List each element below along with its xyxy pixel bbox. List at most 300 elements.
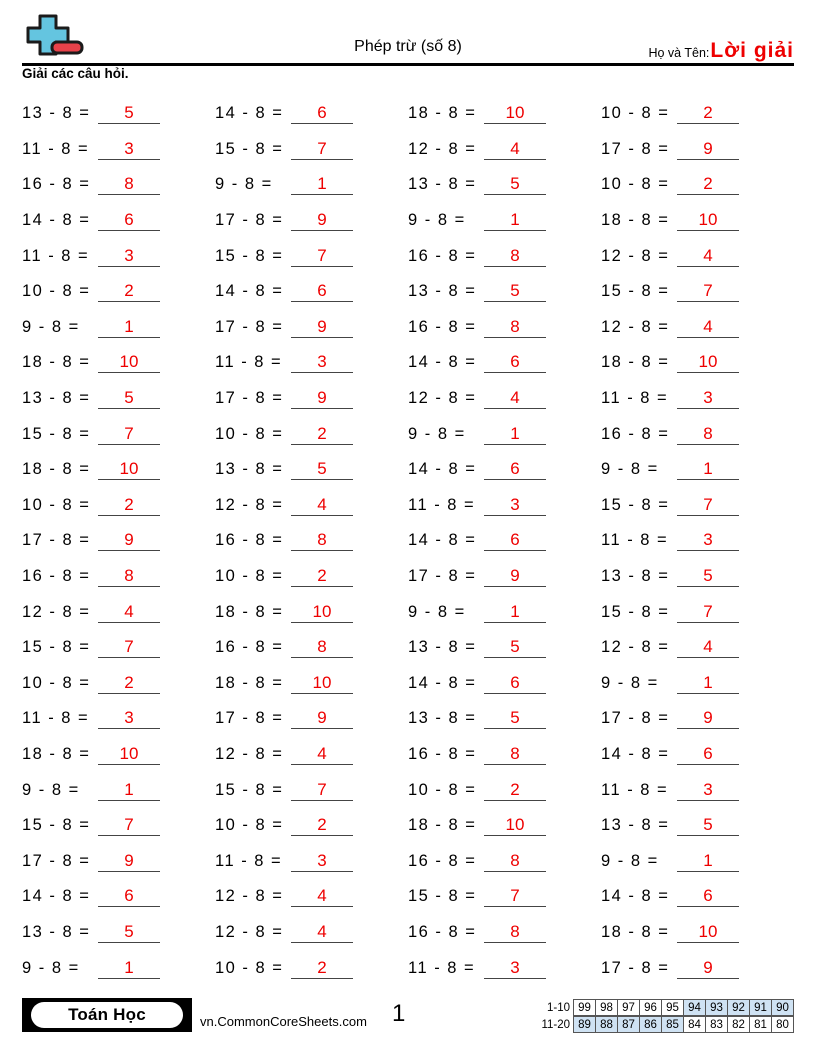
problem-row [601,915,794,951]
answer-blank[interactable]: 1 [484,210,546,231]
problem-expression: 16 - 8 = [408,851,477,870]
problem-row [215,452,408,488]
answer-blank[interactable]: 9 [677,708,739,729]
problem-row [408,203,601,239]
problem-column-3 [408,96,601,986]
answer-blank[interactable]: 10 [484,103,546,124]
answer-blank[interactable]: 3 [98,246,160,267]
problem-expression: 15 - 8 = [215,246,284,265]
score-cell: 95 [661,999,684,1016]
problem-row [22,879,215,915]
problem-expression: 13 - 8 = [408,282,477,301]
answer-blank[interactable]: 5 [484,637,546,658]
problem-row [215,950,408,986]
problem-row [601,238,794,274]
brand-badge [22,998,192,1032]
instructions-text: Giải các câu hỏi. [22,66,129,81]
problem-expression: 16 - 8 = [22,567,91,586]
problem-expression: 18 - 8 = [22,744,91,763]
problem-row [408,488,601,524]
problem-expression: 12 - 8 = [601,638,670,657]
problem-row [408,808,601,844]
score-cell: 90 [771,999,794,1016]
problem-row [22,594,215,630]
answer-blank[interactable]: 7 [98,637,160,658]
score-cell: 98 [595,999,618,1016]
problem-expression: 15 - 8 = [601,495,670,514]
answer-blank[interactable]: 8 [484,922,546,943]
problem-row [215,132,408,168]
answer-blank[interactable]: 10 [677,352,739,373]
problem-expression: 11 - 8 = [601,389,669,408]
answer-blank[interactable]: 6 [291,103,353,124]
problem-row [408,879,601,915]
answer-blank[interactable]: 1 [677,851,739,872]
answer-blank[interactable]: 6 [484,673,546,694]
answer-blank[interactable]: 4 [291,495,353,516]
problem-expression: 14 - 8 = [408,673,477,692]
answer-blank[interactable]: 6 [291,281,353,302]
answer-blank[interactable]: 1 [291,174,353,195]
problem-row [215,737,408,773]
problem-expression: 10 - 8 = [601,104,670,123]
problem-expression: 18 - 8 = [601,353,670,372]
answer-blank[interactable]: 3 [98,708,160,729]
problem-row [22,274,215,310]
problem-row [22,701,215,737]
problem-expression: 9 - 8 = [408,602,466,621]
problem-row [215,594,408,630]
student-name-block [648,40,794,62]
problem-expression: 16 - 8 = [22,175,91,194]
answer-blank[interactable]: 2 [291,815,353,836]
problem-expression: 17 - 8 = [215,211,284,230]
problem-row [215,345,408,381]
problem-row [408,96,601,132]
score-cell: 89 [573,1016,596,1033]
brand-label: Toán Học [31,1002,183,1028]
answer-blank[interactable]: 7 [291,139,353,160]
problem-row [601,630,794,666]
score-cell: 99 [573,999,596,1016]
answer-blank[interactable]: 8 [98,174,160,195]
problem-row [22,488,215,524]
problem-row [215,915,408,951]
problem-expression: 18 - 8 = [601,211,670,230]
problem-column-2 [215,96,408,986]
problem-row [22,630,215,666]
answer-blank[interactable]: 7 [484,886,546,907]
answer-blank[interactable]: 2 [98,495,160,516]
problem-row [22,381,215,417]
problem-expression: 11 - 8 = [22,246,90,265]
answer-blank[interactable]: 9 [291,388,353,409]
answer-blank[interactable]: 10 [677,210,739,231]
problem-expression: 13 - 8 = [408,709,477,728]
answer-blank[interactable]: 2 [98,673,160,694]
answer-blank[interactable]: 4 [484,388,546,409]
problem-expression: 12 - 8 = [215,922,284,941]
answer-blank[interactable]: 1 [98,780,160,801]
answer-blank[interactable]: 5 [98,922,160,943]
answer-blank[interactable]: 4 [677,317,739,338]
answer-blank[interactable]: 8 [484,246,546,267]
page-header [22,0,794,81]
problem-expression: 10 - 8 = [215,567,284,586]
problem-row [22,452,215,488]
problem-row [408,132,601,168]
problem-expression: 11 - 8 = [601,780,669,799]
problem-expression: 9 - 8 = [22,958,80,977]
problem-row [601,701,794,737]
answer-blank[interactable]: 4 [677,637,739,658]
score-cell: 83 [705,1016,728,1033]
problem-expression: 16 - 8 = [408,246,477,265]
problem-row [408,523,601,559]
answer-blank[interactable]: 6 [484,530,546,551]
page-footer [22,998,794,1040]
answer-blank[interactable]: 7 [98,424,160,445]
problem-row [408,345,601,381]
score-row-label: 1-10 [546,1002,570,1014]
problem-expression: 18 - 8 = [22,460,91,479]
score-cell: 93 [705,999,728,1016]
problem-expression: 14 - 8 = [408,531,477,550]
answer-blank[interactable]: 7 [677,495,739,516]
problem-row [22,915,215,951]
problem-expression: 11 - 8 = [215,353,283,372]
problem-expression: 12 - 8 = [408,389,477,408]
answer-blank[interactable]: 6 [677,886,739,907]
answer-blank[interactable]: 8 [98,566,160,587]
problem-expression: 17 - 8 = [601,709,670,728]
problem-row [22,737,215,773]
problem-expression: 18 - 8 = [215,602,284,621]
score-cell: 91 [749,999,772,1016]
problem-row [601,594,794,630]
problem-row [408,167,601,203]
problem-row [601,843,794,879]
score-cell: 87 [617,1016,640,1033]
answer-blank[interactable]: 10 [677,922,739,943]
page-title: Phép trừ (số 8) [354,38,462,55]
problem-row [601,381,794,417]
problem-expression: 17 - 8 = [601,139,670,158]
problem-expression: 10 - 8 = [408,780,477,799]
problem-expression: 13 - 8 = [408,175,477,194]
problem-row [601,452,794,488]
problem-row [22,772,215,808]
answer-blank[interactable]: 4 [484,139,546,160]
answer-blank[interactable]: 2 [98,281,160,302]
problem-expression: 9 - 8 = [601,851,659,870]
problem-expression: 17 - 8 = [601,958,670,977]
problem-expression: 17 - 8 = [215,709,284,728]
problem-row [215,701,408,737]
problem-expression: 11 - 8 = [408,495,476,514]
problem-column-1 [22,96,215,986]
problem-row [22,416,215,452]
answer-blank[interactable]: 7 [677,602,739,623]
problem-expression: 18 - 8 = [408,816,477,835]
problem-expression: 10 - 8 = [215,958,284,977]
answer-blank[interactable]: 3 [291,352,353,373]
problem-row [215,203,408,239]
problem-expression: 13 - 8 = [215,460,284,479]
problem-row [22,167,215,203]
problem-expression: 17 - 8 = [215,389,284,408]
problem-row [22,666,215,702]
problem-expression: 9 - 8 = [408,211,466,230]
answer-blank[interactable]: 9 [98,530,160,551]
answer-blank[interactable]: 5 [98,388,160,409]
problem-row [601,808,794,844]
problem-expression: 14 - 8 = [215,282,284,301]
problem-row [408,950,601,986]
score-cell: 92 [727,999,750,1016]
answer-blank[interactable]: 8 [484,317,546,338]
problem-expression: 13 - 8 = [601,816,670,835]
score-table [528,1000,794,1034]
problem-row [215,96,408,132]
score-cell: 86 [639,1016,662,1033]
answer-blank[interactable]: 3 [677,388,739,409]
problem-expression: 15 - 8 = [215,139,284,158]
problem-expression: 10 - 8 = [22,282,91,301]
answer-blank[interactable]: 2 [677,174,739,195]
answer-blank[interactable]: 9 [291,210,353,231]
answer-blank[interactable]: 9 [484,566,546,587]
problem-expression: 12 - 8 = [215,495,284,514]
problem-row [22,238,215,274]
problem-expression: 17 - 8 = [215,317,284,336]
problem-row [215,274,408,310]
problem-expression: 13 - 8 = [601,567,670,586]
problem-row [22,523,215,559]
answer-blank[interactable]: 10 [484,815,546,836]
answer-blank[interactable]: 10 [98,459,160,480]
answer-blank[interactable]: 7 [291,780,353,801]
answer-blank[interactable]: 3 [484,495,546,516]
problem-row [408,701,601,737]
problem-grid [22,96,794,986]
problem-row [601,666,794,702]
problem-row [22,808,215,844]
answer-blank[interactable]: 1 [98,958,160,979]
answer-blank[interactable]: 8 [291,637,353,658]
answer-blank[interactable]: 8 [484,744,546,765]
problem-expression: 11 - 8 = [22,709,90,728]
score-cell: 82 [727,1016,750,1033]
answer-blank[interactable]: 3 [677,780,739,801]
problem-row [215,772,408,808]
problem-row [408,666,601,702]
problem-row [601,772,794,808]
answer-blank[interactable]: 1 [98,317,160,338]
problem-row [408,594,601,630]
problem-expression: 13 - 8 = [408,638,477,657]
problem-row [22,950,215,986]
problem-expression: 11 - 8 = [22,139,90,158]
problem-row [22,132,215,168]
answer-blank[interactable]: 4 [98,602,160,623]
problem-expression: 17 - 8 = [408,567,477,586]
problem-expression: 15 - 8 = [215,780,284,799]
answer-blank[interactable]: 1 [677,673,739,694]
answer-blank[interactable]: 10 [291,673,353,694]
answer-blank[interactable]: 4 [677,246,739,267]
answer-blank[interactable]: 10 [291,602,353,623]
answer-blank[interactable]: 2 [484,780,546,801]
problem-row [408,416,601,452]
answer-blank[interactable]: 7 [98,815,160,836]
answer-blank[interactable]: 5 [484,708,546,729]
problem-row [601,274,794,310]
problem-expression: 14 - 8 = [22,211,91,230]
problem-expression: 14 - 8 = [408,353,477,372]
answer-blank[interactable]: 4 [291,744,353,765]
problem-row [601,310,794,346]
problem-row [215,167,408,203]
answer-blank[interactable]: 4 [291,886,353,907]
answer-blank[interactable]: 7 [291,246,353,267]
answer-blank[interactable]: 9 [291,708,353,729]
score-cell: 85 [661,1016,684,1033]
problem-expression: 14 - 8 = [408,460,477,479]
answer-blank[interactable]: 1 [484,424,546,445]
answer-blank[interactable]: 6 [98,210,160,231]
answer-blank[interactable]: 3 [677,530,739,551]
answer-blank[interactable]: 8 [291,530,353,551]
answer-blank[interactable]: 3 [291,851,353,872]
answer-blank[interactable]: 3 [484,958,546,979]
answer-blank[interactable]: 5 [98,103,160,124]
answer-blank[interactable]: 2 [291,566,353,587]
problem-row [22,843,215,879]
problem-expression: 17 - 8 = [22,851,91,870]
problem-expression: 10 - 8 = [22,673,91,692]
score-row [528,1017,794,1034]
answer-blank[interactable]: 8 [484,851,546,872]
answer-blank[interactable]: 2 [291,424,353,445]
problem-row [408,452,601,488]
answer-blank[interactable]: 5 [484,174,546,195]
problem-row [215,416,408,452]
problem-expression: 16 - 8 = [408,922,477,941]
problem-row [22,310,215,346]
problem-row [601,879,794,915]
score-cell: 80 [771,1016,794,1033]
problem-expression: 13 - 8 = [22,922,91,941]
student-name-value: Lời giải [710,39,794,62]
answer-blank[interactable]: 6 [484,352,546,373]
problem-expression: 18 - 8 = [601,922,670,941]
problem-row [601,345,794,381]
problem-expression: 9 - 8 = [408,424,466,443]
answer-blank[interactable]: 9 [98,851,160,872]
problem-row [601,950,794,986]
problem-row [215,381,408,417]
problem-row [408,737,601,773]
problem-row [215,310,408,346]
problem-expression: 13 - 8 = [22,389,91,408]
student-name-label: Họ và Tên: [648,46,710,60]
score-cell: 81 [749,1016,772,1033]
answer-blank[interactable]: 5 [291,459,353,480]
answer-blank[interactable]: 10 [98,352,160,373]
problem-row [215,808,408,844]
problem-expression: 15 - 8 = [601,282,670,301]
problem-expression: 16 - 8 = [215,638,284,657]
answer-blank[interactable]: 5 [677,815,739,836]
problem-expression: 18 - 8 = [22,353,91,372]
problem-expression: 16 - 8 = [215,531,284,550]
problem-expression: 18 - 8 = [215,673,284,692]
problem-row [215,559,408,595]
problem-expression: 13 - 8 = [22,104,91,123]
answer-blank[interactable]: 10 [98,744,160,765]
problem-row [22,96,215,132]
answer-blank[interactable]: 9 [677,139,739,160]
problem-expression: 12 - 8 = [215,887,284,906]
score-cell: 97 [617,999,640,1016]
answer-blank[interactable]: 7 [677,281,739,302]
problem-expression: 10 - 8 = [215,424,284,443]
problem-expression: 11 - 8 = [408,958,476,977]
problem-row [408,915,601,951]
answer-blank[interactable]: 2 [291,958,353,979]
answer-blank[interactable]: 1 [484,602,546,623]
answer-blank[interactable]: 9 [677,958,739,979]
score-row-label: 11-20 [541,1019,570,1031]
problem-row [22,345,215,381]
score-cell: 94 [683,999,706,1016]
problem-row [601,737,794,773]
problem-row [215,630,408,666]
answer-blank[interactable]: 6 [98,886,160,907]
problem-row [601,559,794,595]
problem-expression: 18 - 8 = [408,104,477,123]
problem-row [215,666,408,702]
problem-expression: 12 - 8 = [601,246,670,265]
answer-blank[interactable]: 9 [291,317,353,338]
answer-blank[interactable]: 4 [291,922,353,943]
problem-expression: 9 - 8 = [22,317,80,336]
problem-expression: 12 - 8 = [601,317,670,336]
answer-blank[interactable]: 1 [677,459,739,480]
problem-row [601,203,794,239]
answer-blank[interactable]: 5 [484,281,546,302]
answer-blank[interactable]: 5 [677,566,739,587]
problem-row [408,310,601,346]
answer-blank[interactable]: 6 [677,744,739,765]
problem-expression: 15 - 8 = [22,424,91,443]
answer-blank[interactable]: 6 [484,459,546,480]
answer-blank[interactable]: 3 [98,139,160,160]
score-cell: 96 [639,999,662,1016]
problem-row [601,488,794,524]
answer-blank[interactable]: 8 [677,424,739,445]
problem-row [408,274,601,310]
problem-expression: 14 - 8 = [22,887,91,906]
problem-row [408,843,601,879]
problem-row [408,559,601,595]
answer-blank[interactable]: 2 [677,103,739,124]
problem-expression: 9 - 8 = [215,175,273,194]
problem-row [215,488,408,524]
problem-row [215,879,408,915]
problem-expression: 15 - 8 = [408,887,477,906]
